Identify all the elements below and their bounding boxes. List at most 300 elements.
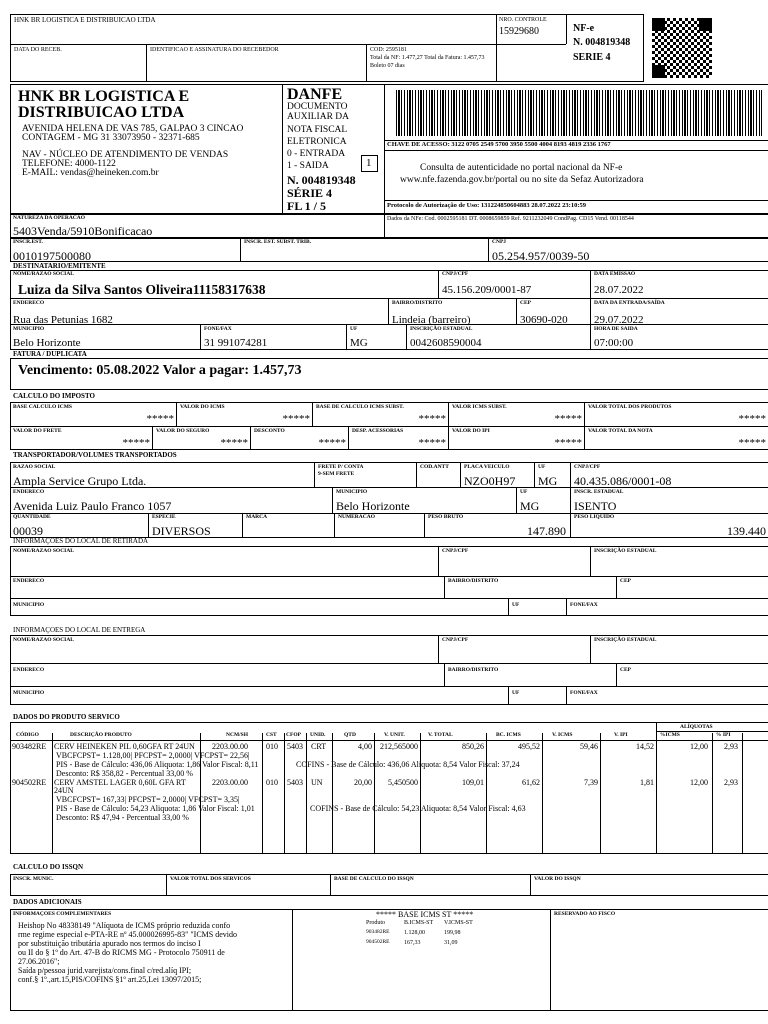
tr-v10 bbox=[334, 513, 335, 538]
chave-consulta-2: www.nfe.fazenda.gov.br/portal ou no site da Sefaz Autorizadora bbox=[400, 175, 644, 185]
prod-h-qtd: QTD bbox=[344, 732, 356, 738]
imp-ipi-label: VALOR DO IPI bbox=[452, 428, 490, 434]
imp-frete-label: VALOR DO FRETE bbox=[13, 428, 62, 434]
adic-info-7: conf.§ 1º.,art.15,PIS/COFINS §1º art.25,Lei 13097/2015; bbox=[18, 975, 202, 984]
issqn-section: CALCULO DO ISSQN bbox=[13, 863, 84, 871]
tr-frete-label: FRETE P/ CONTA bbox=[318, 464, 364, 470]
canhoto-divider-v3 bbox=[366, 44, 367, 82]
canhoto-data-label: DATA DO RECEB. bbox=[14, 47, 62, 53]
dest-cnpj: 45.156.209/0001-87 bbox=[442, 284, 532, 296]
prod-v-vipi bbox=[656, 722, 657, 854]
item2-cfop: 5403 bbox=[287, 778, 303, 787]
tr-cnpj-label: CNPJ/CPF bbox=[574, 464, 601, 470]
prod-h-codigo: CÓDIGO bbox=[16, 732, 39, 738]
inscr-divider-1 bbox=[240, 238, 241, 262]
dest-mun-label: MUNICIPIO bbox=[13, 326, 45, 332]
dest-nome: Luiza da Silva Santos Oliveira11158317638 bbox=[18, 282, 266, 297]
ret-cnpj-label: CNPJ/CPF bbox=[442, 548, 469, 554]
inscr-ie-label: INSCR.EST. bbox=[13, 239, 43, 245]
dest-v-2 bbox=[590, 270, 591, 350]
adic-info-1: Heishop No 48338149 "Alíquota de ICMS próprio reduzida confo bbox=[18, 921, 231, 930]
item1-fcp: VBCFCPST= 1.128,00| PFCPST= 2,0000| VFCPST= 22,56| bbox=[56, 751, 250, 760]
item1-qtd: 4,00 bbox=[358, 742, 372, 751]
tr-cnpj: 40.435.086/0001-08 bbox=[574, 474, 672, 488]
tr-especie-label: ESPECIE bbox=[152, 514, 176, 520]
tr-v4 bbox=[534, 462, 535, 487]
chave-protocolo: Protocolo de Autorização de Uso: 131224850604883 28.07.2022 23:10:59 bbox=[387, 202, 587, 209]
canhoto-divider-v2 bbox=[146, 44, 147, 82]
dest-uf: MG bbox=[350, 337, 368, 349]
imp-v-icms: ***** bbox=[282, 413, 310, 425]
adic-st-r2-bc: 167,33 bbox=[404, 940, 421, 946]
dest-bairro-label: BAIRRO/DISTRITO bbox=[392, 300, 443, 306]
prod-aliquotas-label: ALÍQUOTAS bbox=[680, 724, 713, 730]
retirada-block bbox=[10, 546, 768, 616]
ent-v6 bbox=[566, 686, 567, 705]
item2-qtd: 20,00 bbox=[354, 778, 372, 787]
adic-st-r2-produto: 904502RE bbox=[366, 939, 390, 945]
prod-v-vtotal bbox=[486, 733, 487, 854]
ent-cep-label: CEP bbox=[620, 667, 631, 673]
item1-vtotal: 850,26 bbox=[462, 742, 484, 751]
fatura-section: FATURA / DUPLICATA bbox=[13, 350, 87, 358]
danfe-doc-4: ELETRONICA bbox=[287, 137, 347, 147]
imp-seguro: ***** bbox=[220, 437, 248, 449]
item1-codigo: 903482RE bbox=[12, 742, 47, 751]
danfe-tipo: 1 bbox=[366, 157, 372, 169]
dest-cep-label: CEP bbox=[520, 300, 531, 306]
item2-cst: 010 bbox=[266, 778, 278, 787]
item2-desc2: 24UN bbox=[54, 786, 74, 795]
ent-v1 bbox=[438, 635, 439, 663]
imposto-row bbox=[10, 426, 768, 427]
issqn-c3: BASE DE CALCULO DO ISSQN bbox=[334, 876, 414, 882]
ret-fone-label: FONE/FAX bbox=[570, 602, 598, 608]
emitente-endereco-1: AVENIDA HELENA DE VAS 785, GALPAO 3 CINCAO bbox=[22, 124, 244, 134]
prod-v-bc bbox=[542, 733, 543, 854]
entrega-block bbox=[10, 635, 768, 705]
canhoto-nro-controle-label: NRO. CONTROLE bbox=[499, 17, 547, 23]
prod-h-vunit: V. UNIT. bbox=[384, 732, 405, 738]
item2-vicms: 7,39 bbox=[584, 778, 598, 787]
adic-st-head-bc: B.ICMS-ST bbox=[404, 920, 434, 926]
tr-v2 bbox=[416, 462, 417, 487]
danfe-numero: N. 004819348 bbox=[287, 173, 356, 187]
fatura-value: Vencimento: 05.08.2022 Valor a pagar: 1.457,73 bbox=[18, 363, 302, 378]
natureza-value: 5403Venda/5910Bonificacao bbox=[13, 224, 153, 238]
natureza-label: NATUREZA DA OPERACAO bbox=[13, 215, 86, 221]
emitente-nome-2: DISTRIBUICAO LTDA bbox=[18, 104, 185, 121]
ret-row-1 bbox=[10, 576, 768, 577]
imp-seguro-label: VALOR DO SEGURO bbox=[156, 428, 210, 434]
ent-nome-label: NOME/RAZAO SOCIAL bbox=[13, 637, 74, 643]
canhoto-boleto: Boleto 07 dias bbox=[370, 63, 405, 69]
tr-placa-label: PLACA VEICULO bbox=[464, 464, 510, 470]
ent-row-2 bbox=[10, 686, 768, 687]
tr-especie: DIVERSOS bbox=[152, 524, 211, 538]
tr-v8 bbox=[148, 513, 149, 538]
imp-bc-st: ***** bbox=[418, 413, 446, 425]
imp-bc-icms-label: BASE CALCULO ICMS bbox=[13, 404, 72, 410]
dest-bairro: Lindeia (barreiro) bbox=[392, 314, 471, 326]
dest-hora: 07:00:00 bbox=[594, 337, 634, 349]
dest-fone-label: FONE/FAX bbox=[204, 326, 232, 332]
ret-v3 bbox=[444, 576, 445, 598]
ent-v5 bbox=[508, 686, 509, 705]
dest-emissao-label: DATA EMISSAO bbox=[594, 271, 636, 277]
item2-codigo: 904502RE bbox=[12, 778, 47, 787]
prod-h-cfop: CFOP bbox=[286, 732, 301, 738]
tr-uf-label: UF bbox=[538, 464, 546, 470]
item2-ncm: 2203.00.00 bbox=[212, 778, 248, 787]
item2-pis: PIS - Base de Cálculo: 54,23 Aliquota: 1,86 Valor Fiscal: 1,01 bbox=[56, 804, 255, 813]
imp-v5 bbox=[152, 426, 153, 450]
item1-desc: CERV HEINEKEN PIL 0,60GFA RT 24UN bbox=[54, 742, 195, 751]
dest-v-5 bbox=[200, 324, 201, 350]
ret-end-label: ENDERECO bbox=[13, 578, 45, 584]
imp-v-st-label: VALOR ICMS SUBST. bbox=[452, 404, 507, 410]
prod-v-pipi bbox=[742, 733, 743, 854]
barcode-icon bbox=[396, 90, 762, 136]
dest-saida-label: DATA DA ENTRADA/SAÍDA bbox=[594, 300, 665, 306]
chave-dados: Dados da NFe: Cod. 0002595181 DT. 0008659859 Ref. 9211232049 CondPag. CD15 Vend. 00118544 bbox=[387, 216, 634, 222]
imp-v6 bbox=[250, 426, 251, 450]
tr-uf2: MG bbox=[520, 499, 540, 513]
ret-uf-label: UF bbox=[512, 602, 520, 608]
adic-v1 bbox=[292, 909, 293, 1011]
tr-v9 bbox=[242, 513, 243, 538]
dest-fone: 31 991074281 bbox=[204, 337, 268, 349]
tr-pb: 147.890 bbox=[527, 524, 566, 538]
chave-divider-2 bbox=[384, 150, 768, 151]
tr-qtd: 00039 bbox=[13, 524, 43, 538]
imp-desconto: ***** bbox=[318, 437, 346, 449]
natureza-divider bbox=[384, 214, 385, 238]
prod-h-pipi: % IPI bbox=[716, 732, 731, 738]
canhoto-nfe-label: NF-e bbox=[573, 23, 595, 34]
emitente-endereco-2: CONTAGEM - MG 31 33073950 - 32371-685 bbox=[22, 133, 200, 143]
produtos-section: DADOS DO PRODUTO SERVICO bbox=[13, 713, 120, 721]
adic-fisco-label: RESERVADO AO FISCO bbox=[554, 911, 616, 917]
dest-ie-label: INSCRIÇÃO ESTADUAL bbox=[410, 326, 473, 332]
dest-uf-label: UF bbox=[350, 326, 358, 332]
imp-v3 bbox=[448, 402, 449, 450]
ent-row-1 bbox=[10, 663, 768, 664]
ret-v1 bbox=[438, 546, 439, 576]
canhoto-nfe-serie: SERIE 4 bbox=[573, 52, 611, 63]
item1-pis: PIS - Base de Cálculo: 436,06 Aliquota: 1,86 Valor Fiscal: 8,11 bbox=[56, 760, 259, 769]
adic-info-5: 27.06.2016"; bbox=[18, 957, 60, 966]
canhoto-divider bbox=[10, 44, 496, 45]
prod-h-vicms: V. ICMS bbox=[552, 732, 573, 738]
item2-bc: 61,62 bbox=[522, 778, 540, 787]
inscr-divider-2 bbox=[488, 238, 489, 262]
issqn-c1: INSCR. MUNIC. bbox=[13, 876, 54, 882]
dest-hora-label: HORA DE SAIDA bbox=[594, 326, 638, 332]
adic-info-4: ou II do § 1º do Art. 47-B do RICMS MG - Protocolo 750911 de bbox=[18, 948, 225, 957]
tr-marca-label: MARCA bbox=[246, 514, 268, 520]
adic-info-3: por substituição tributária apurado nos termos do inciso I bbox=[18, 939, 201, 948]
prod-v-ncm bbox=[262, 733, 263, 854]
tr-pl-label: PESO LIQUIDO bbox=[574, 514, 615, 520]
transp-section: TRANSPORTADOR/VOLUMES TRANSPORTADOS bbox=[13, 451, 177, 459]
prod-h-bc: BC. ICMS bbox=[496, 732, 521, 738]
ret-cep-label: CEP bbox=[620, 578, 631, 584]
issqn-c2: VALOR TOTAL DOS SERVICOS bbox=[170, 876, 251, 882]
dest-cep: 30690-020 bbox=[520, 314, 568, 326]
tr-v5 bbox=[570, 462, 571, 538]
prod-v-vicms bbox=[600, 733, 601, 854]
tr-v11 bbox=[424, 513, 425, 538]
imp-total-label: VALOR TOTAL DA NOTA bbox=[588, 428, 653, 434]
dest-ie: 0042608590004 bbox=[410, 337, 482, 349]
adic-st-r1-v: 199,98 bbox=[444, 930, 461, 936]
canhoto bbox=[10, 14, 644, 82]
ret-mun-label: MUNICIPIO bbox=[13, 602, 45, 608]
ret-v6 bbox=[566, 598, 567, 616]
ret-ie-label: INSCRIÇÃO ESTADUAL bbox=[594, 548, 657, 554]
tr-uf: MG bbox=[538, 474, 558, 488]
item2-desconto: Desconto: R$ 47,94 - Percentual 33,00 % bbox=[56, 813, 189, 822]
prod-v-picms bbox=[712, 733, 713, 854]
item1-cofins: COFINS - Base de Cálculo: 436,06 Aliquota: 8,54 Valor Fiscal: 37,24 bbox=[296, 760, 520, 769]
adic-st-head-produto: Produto bbox=[366, 920, 386, 926]
prod-h-unid: UNID. bbox=[310, 732, 326, 738]
prod-header-line bbox=[10, 740, 768, 741]
canhoto-ident-label: IDENTIFICAO E ASSINATURA DO RECEBEDOR bbox=[150, 47, 279, 53]
item1-vicms: 59,46 bbox=[580, 742, 598, 751]
prod-v-cfop bbox=[306, 733, 307, 854]
ent-uf-label: UF bbox=[512, 690, 520, 696]
imp-v1 bbox=[176, 402, 177, 426]
issqn-v3 bbox=[530, 874, 531, 896]
item1-desconto: Desconto: R$ 358,82 - Percentual 33,00 % bbox=[56, 769, 193, 778]
canhoto-divider-h2 bbox=[496, 44, 566, 45]
tr-v3 bbox=[460, 462, 461, 487]
emitente-email: E-MAIL: vendas@heineken.com.br bbox=[22, 168, 159, 178]
adic-info-label: INFORMAÇOES COMPLEMENTARES bbox=[13, 911, 112, 917]
item2-unid: UN bbox=[311, 778, 323, 787]
dest-nome-label: NOME/RAZAO SOCIAL bbox=[13, 271, 74, 277]
imp-desconto-label: DESCONTO bbox=[254, 428, 285, 434]
danfe-divider bbox=[384, 84, 385, 214]
adic-st-r1-bc: 1.128,00 bbox=[404, 930, 425, 936]
emitente-nav: NAV - NÚCLEO DE ATENDIMENTO DE VENDAS bbox=[22, 150, 229, 160]
tr-end-label: ENDERECO bbox=[13, 489, 45, 495]
canhoto-divider-v4 bbox=[566, 14, 567, 44]
ent-v4 bbox=[616, 663, 617, 686]
ent-bairro-label: BAIRRO/DISTRITO bbox=[448, 667, 499, 673]
issqn-v2 bbox=[330, 874, 331, 896]
imp-ipi: ***** bbox=[554, 437, 582, 449]
inscr-ie: 0010197500080 bbox=[13, 249, 91, 263]
tr-uf2-label: UF bbox=[520, 489, 528, 495]
chave-divider-3 bbox=[384, 200, 768, 201]
adic-info-6: Saída p/pessoa jurid.varejista/cons.final c/red.alíq IPI; bbox=[18, 966, 192, 975]
ent-v3 bbox=[444, 663, 445, 686]
ret-nome-label: NOME/RAZAO SOCIAL bbox=[13, 548, 74, 554]
imp-total: ***** bbox=[738, 437, 766, 449]
item2-vipi: 1,81 bbox=[640, 778, 654, 787]
adic-st-r1-produto: 903482RE bbox=[366, 929, 390, 935]
dest-cnpj-label: CNPJ/CPF bbox=[442, 271, 469, 277]
chave-acesso: CHAVE DE ACESSO: 3122 0705 2549 5700 3950 5500 4004 8193 4819 2336 1767 bbox=[387, 141, 611, 148]
canhoto-nfe-numero: N. 004819348 bbox=[573, 37, 631, 48]
ret-row-2 bbox=[10, 598, 768, 599]
emitente-telefone: TELEFONE: 4000-1122 bbox=[22, 159, 116, 169]
tr-pl: 139.440 bbox=[727, 524, 766, 538]
inscr-cnpj: 05.254.957/0039-50 bbox=[492, 249, 590, 263]
danfe-doc-1: DOCUMENTO bbox=[287, 102, 348, 112]
adic-st-head-v: V.ICMS-ST bbox=[444, 920, 473, 926]
imp-v7 bbox=[348, 426, 349, 450]
item1-picms: 12,00 bbox=[690, 742, 708, 751]
tr-antt-label: COD.ANTT bbox=[420, 464, 449, 470]
imp-v-st: ***** bbox=[554, 413, 582, 425]
prod-h-vtotal: V. TOTAL bbox=[428, 732, 453, 738]
tr-frete-sub: 9-SEM FRETE bbox=[318, 471, 355, 477]
imp-desp: ***** bbox=[418, 437, 446, 449]
tr-mun: Belo Horizonte bbox=[336, 499, 410, 513]
tr-placa: NZO0H97 bbox=[464, 474, 516, 488]
qr-code-icon bbox=[650, 16, 714, 80]
canhoto-emitente: HNK BR LOGISTICA E DISTRIBUICAO LTDA bbox=[14, 16, 156, 24]
ent-v2 bbox=[590, 635, 591, 663]
danfe-entrada: 0 - ENTRADA bbox=[287, 149, 346, 159]
ent-cnpj-label: CNPJ/CPF bbox=[442, 637, 469, 643]
ret-v2 bbox=[590, 546, 591, 576]
chave-consulta-1: Consulta de autenticidade no portal nacional da NF-e bbox=[420, 163, 623, 173]
tr-v1 bbox=[314, 462, 315, 487]
prod-h-desc: DESCRIÇÃO PRODUTO bbox=[70, 732, 132, 738]
danfe-serie: SÉRIE 4 bbox=[287, 186, 333, 200]
entrega-section: INFORMAÇOES DO LOCAL DE ENTREGA bbox=[13, 626, 146, 634]
prod-h-picms: %ICMS bbox=[660, 732, 680, 738]
canhoto-divider-v1 bbox=[496, 14, 497, 82]
item1-cst: 010 bbox=[266, 742, 278, 751]
imp-v-icms-label: VALOR DO ICMS bbox=[180, 404, 225, 410]
dest-emissao: 28.07.2022 bbox=[594, 284, 644, 296]
tr-v7 bbox=[516, 487, 517, 513]
issqn-c4: VALOR DO ISSQN bbox=[534, 876, 581, 882]
ret-v4 bbox=[616, 576, 617, 598]
danfe-doc-3: NOTA FISCAL bbox=[287, 125, 348, 135]
canhoto-totais: Total da NF: 1.477,27 Total da Fatura: 1.457,73 bbox=[370, 55, 485, 61]
imp-v-prod: ***** bbox=[738, 413, 766, 425]
item1-vipi: 14,52 bbox=[636, 742, 654, 751]
prod-h-ncm: NCM/SH bbox=[226, 732, 248, 738]
tr-v6 bbox=[332, 487, 333, 513]
canhoto-nro-controle: 15929680 bbox=[499, 26, 539, 37]
adicionais-section: DADOS ADICIONAIS bbox=[13, 898, 82, 906]
item1-cfop: 5403 bbox=[287, 742, 303, 751]
inscr-cnpj-label: CNPJ bbox=[492, 239, 507, 245]
imp-bc-icms: ***** bbox=[146, 413, 174, 425]
prod-v-cst bbox=[284, 733, 285, 854]
item2-picms: 12,00 bbox=[690, 778, 708, 787]
dest-saida: 29.07.2022 bbox=[594, 314, 644, 326]
ret-bairro-label: BAIRRO/DISTRITO bbox=[448, 578, 499, 584]
dest-end: Rua das Petunias 1682 bbox=[13, 314, 113, 326]
adic-info-2: rme regime especial e-PTA-RE nº 45.000026995-83" "ICMS devido bbox=[18, 930, 237, 939]
item2-fcp: VBCFCPST= 167,33| PFCPST= 2,0000| VFCPST= 3,35| bbox=[56, 795, 240, 804]
emitente-nome-1: HNK BR LOGISTICA E bbox=[18, 88, 190, 105]
dest-mun: Belo Horizonte bbox=[13, 337, 81, 349]
imp-desp-label: DESP. ACESSORIAS bbox=[352, 428, 404, 434]
dest-v-4 bbox=[516, 298, 517, 324]
tr-qtd-label: QUANTIDADE bbox=[13, 514, 51, 520]
danfe-doc-2: AUXILIAR DA bbox=[287, 112, 350, 122]
tr-pb-label: PESO BRUTO bbox=[428, 514, 464, 520]
tr-ie-label: INSCR. ESTADUAL bbox=[574, 489, 624, 495]
prod-v-unid bbox=[332, 733, 333, 854]
prod-v-codigo bbox=[52, 733, 53, 854]
ent-ie-label: INSCRIÇÃO ESTADUAL bbox=[594, 637, 657, 643]
issqn-v1 bbox=[166, 874, 167, 896]
dest-v-3 bbox=[388, 298, 389, 324]
tr-razao-label: RAZAO SOCIAL bbox=[13, 464, 56, 470]
imp-bc-st-label: BASE DE CALCULO ICMS SUBST. bbox=[316, 404, 404, 410]
item2-vunit: 5,450500 bbox=[388, 778, 418, 787]
prod-v-qtd bbox=[374, 733, 375, 854]
tr-numeracao-label: NUMERACAO bbox=[338, 514, 375, 520]
imp-v4 bbox=[584, 402, 585, 450]
dest-end-label: ENDERECO bbox=[13, 300, 45, 306]
item2-pipi: 2,93 bbox=[724, 778, 738, 787]
item1-bc: 495,52 bbox=[518, 742, 540, 751]
ent-end-label: ENDERECO bbox=[13, 667, 45, 673]
emitente-divider bbox=[282, 84, 283, 214]
item1-unid: CRT bbox=[311, 742, 327, 751]
imp-v-prod-label: VALOR TOTAL DOS PRODUTOS bbox=[588, 404, 672, 410]
ent-fone-label: FONE/FAX bbox=[570, 690, 598, 696]
danfe-title: DANFE bbox=[287, 86, 343, 103]
prod-h-vipi: V. IPI bbox=[614, 732, 628, 738]
adic-st-r2-v: 31,09 bbox=[444, 940, 458, 946]
prod-h-cst: CST bbox=[266, 732, 277, 738]
prod-v-vunit bbox=[420, 733, 421, 854]
dest-v-1 bbox=[438, 270, 439, 298]
dest-v-6 bbox=[346, 324, 347, 350]
danfe-folha: FL 1 / 5 bbox=[287, 199, 327, 213]
ret-v5 bbox=[508, 598, 509, 616]
ent-mun-label: MUNICIPIO bbox=[13, 690, 45, 696]
item2-cofins: COFINS - Base de Cálculo: 54,23 Aliquota: 8,54 Valor Fiscal: 4,63 bbox=[310, 804, 526, 813]
adic-v2 bbox=[550, 909, 551, 1011]
retirada-section: INFORMAÇOES DO LOCAL DE RETIRADA bbox=[13, 537, 149, 545]
item2-desc: CERV AMSTEL LAGER 0,60L GFA RT bbox=[54, 778, 186, 787]
dest-v-7 bbox=[406, 324, 407, 350]
tr-mun-label: MUNICIPIO bbox=[336, 489, 368, 495]
item1-ncm: 2203.00.00 bbox=[212, 742, 248, 751]
tr-end: Avenida Luiz Paulo Franco 1057 bbox=[13, 499, 172, 513]
canhoto-cod: COD: 2595181 bbox=[370, 47, 407, 53]
danfe-saida: 1 - SAIDA bbox=[287, 161, 329, 171]
imp-v2 bbox=[312, 402, 313, 426]
inscr-iest-label: INSCR. EST. SUBST. TRIB. bbox=[244, 239, 312, 245]
item1-vunit: 212,565000 bbox=[380, 742, 418, 751]
item1-pipi: 2,93 bbox=[724, 742, 738, 751]
transp-row-2 bbox=[10, 513, 768, 514]
imp-frete: ***** bbox=[122, 437, 150, 449]
tr-ie: ISENTO bbox=[574, 499, 617, 513]
dest-row-1 bbox=[10, 298, 768, 299]
imposto-section: CALCULO DO IMPOSTO bbox=[13, 392, 95, 400]
tr-razao: Ampla Service Grupo Ltda. bbox=[13, 474, 147, 488]
adic-st-title: ***** BASE ICMS ST ***** bbox=[376, 910, 474, 919]
inscr-block bbox=[10, 238, 768, 262]
dest-row-2 bbox=[10, 324, 768, 325]
